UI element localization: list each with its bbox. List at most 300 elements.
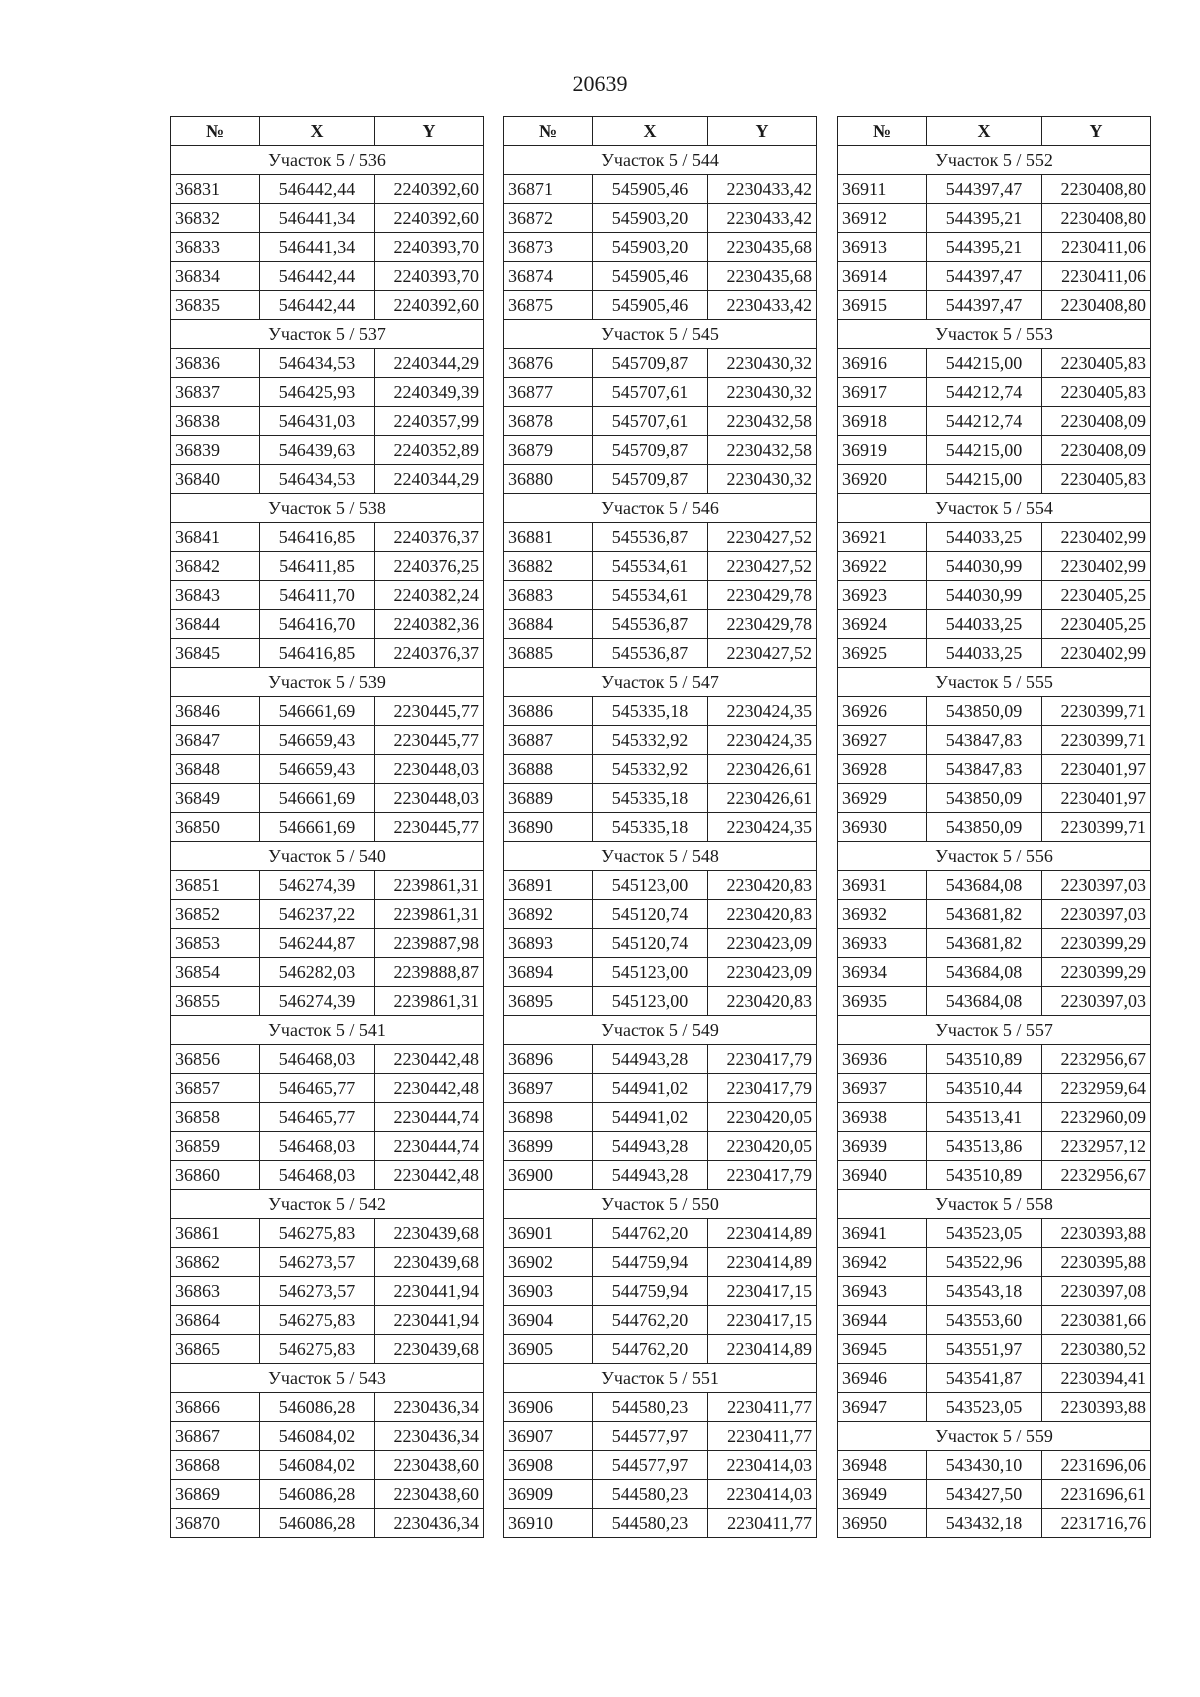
point-number-cell: 36915 [838,291,927,320]
point-number-cell: 36867 [171,1422,260,1451]
point-number-cell: 36851 [171,871,260,900]
table-row [838,987,1151,1016]
point-number-cell: 36845 [171,639,260,668]
coord-y-cell: 2230439,68 [375,1335,484,1364]
coord-y-cell: 2230424,35 [708,697,817,726]
coord-y-cell: 2230417,15 [708,1277,817,1306]
table-row [838,1451,1151,1480]
coord-x-cell: 544033,25 [927,639,1042,668]
table-row [171,523,484,552]
table-row [504,900,817,929]
table-row [504,349,817,378]
coord-y-cell: 2240382,36 [375,610,484,639]
table-row [504,1045,817,1074]
section-title-row [171,668,484,697]
point-number-cell: 36875 [504,291,593,320]
coordinates-table-1 [170,116,484,1538]
table-row [838,1103,1151,1132]
table-row [838,1480,1151,1509]
point-number-cell: 36944 [838,1306,927,1335]
coord-x-cell: 546086,28 [260,1393,375,1422]
section-title: Участок 5 / 552 [838,146,1151,175]
coord-x-cell: 545534,61 [593,581,708,610]
coord-y-cell: 2230436,34 [375,1422,484,1451]
table-row [838,1335,1151,1364]
coord-x-cell: 546468,03 [260,1045,375,1074]
table-row [504,1248,817,1277]
coord-x-cell: 544759,94 [593,1277,708,1306]
table-row [504,1422,817,1451]
coord-y-cell: 2230448,03 [375,784,484,813]
coord-y-cell: 2230408,80 [1042,175,1151,204]
point-number-cell: 36856 [171,1045,260,1074]
table-row [838,900,1151,929]
coord-y-cell: 2230427,52 [708,523,817,552]
coord-x-cell: 546439,63 [260,436,375,465]
table-row [504,1306,817,1335]
point-number-cell: 36870 [171,1509,260,1538]
coord-y-cell: 2240393,70 [375,233,484,262]
point-number-cell: 36850 [171,813,260,842]
table-row [504,871,817,900]
table-row [838,1045,1151,1074]
table-row [171,1393,484,1422]
coord-y-cell: 2230424,35 [708,726,817,755]
coord-y-cell: 2239887,98 [375,929,484,958]
section-title-row [171,494,484,523]
coord-y-cell: 2230417,79 [708,1161,817,1190]
point-number-cell: 36853 [171,929,260,958]
section-title-row [171,842,484,871]
point-number-cell: 36912 [838,204,927,233]
point-number-cell: 36885 [504,639,593,668]
point-number-cell: 36837 [171,378,260,407]
table-row [171,407,484,436]
point-number-cell: 36943 [838,1277,927,1306]
table-row [838,1306,1151,1335]
table-row [171,349,484,378]
section-title: Участок 5 / 541 [171,1016,484,1045]
coord-x-cell: 546425,93 [260,378,375,407]
coord-x-cell: 544580,23 [593,1393,708,1422]
table-row [171,378,484,407]
coord-y-cell: 2230420,83 [708,987,817,1016]
point-number-cell: 36879 [504,436,593,465]
coord-y-cell: 2230408,80 [1042,291,1151,320]
section-title-row [171,320,484,349]
coord-x-cell: 546084,02 [260,1422,375,1451]
coord-x-cell: 543553,60 [927,1306,1042,1335]
coord-x-cell: 545120,74 [593,929,708,958]
coordinates-table-3 [837,116,1151,1538]
point-number-cell: 36864 [171,1306,260,1335]
table-row [504,1335,817,1364]
coord-x-cell: 544580,23 [593,1480,708,1509]
table-row [838,1509,1151,1538]
coord-x-cell: 544759,94 [593,1248,708,1277]
coord-y-cell: 2230435,68 [708,233,817,262]
point-number-cell: 36926 [838,697,927,726]
coord-x-cell: 544941,02 [593,1074,708,1103]
table-row [504,813,817,842]
table-row [838,871,1151,900]
coord-x-cell: 546661,69 [260,813,375,842]
coord-y-cell: 2230402,99 [1042,552,1151,581]
point-number-cell: 36881 [504,523,593,552]
coord-y-cell: 2230401,97 [1042,784,1151,813]
coord-y-cell: 2230417,79 [708,1074,817,1103]
coord-x-cell: 545335,18 [593,697,708,726]
point-number-cell: 36923 [838,581,927,610]
table-row [838,291,1151,320]
coord-x-cell: 543847,83 [927,755,1042,784]
table-row [504,1074,817,1103]
table-row [504,291,817,320]
table-row [504,378,817,407]
point-number-cell: 36880 [504,465,593,494]
coord-x-cell: 545707,61 [593,407,708,436]
coord-y-cell: 2230426,61 [708,784,817,813]
coord-y-cell: 2230432,58 [708,407,817,436]
coord-y-cell: 2230420,83 [708,900,817,929]
table-row [504,262,817,291]
coord-y-cell: 2239861,31 [375,987,484,1016]
table-row [838,697,1151,726]
table-row [171,1074,484,1103]
section-title-row [171,1190,484,1219]
point-number-cell: 36861 [171,1219,260,1248]
section-title-row [838,1016,1151,1045]
table-row [838,262,1151,291]
table-row [171,1045,484,1074]
point-number-cell: 36950 [838,1509,927,1538]
point-number-cell: 36922 [838,552,927,581]
table-row [838,465,1151,494]
coord-x-cell: 543523,05 [927,1393,1042,1422]
coord-y-cell: 2230436,34 [375,1509,484,1538]
section-title: Участок 5 / 538 [171,494,484,523]
coord-y-cell: 2240357,99 [375,407,484,436]
table-row [838,726,1151,755]
point-number-cell: 36890 [504,813,593,842]
coord-x-cell: 546275,83 [260,1219,375,1248]
table-row [838,610,1151,639]
section-title: Участок 5 / 556 [838,842,1151,871]
point-number-cell: 36846 [171,697,260,726]
coord-y-cell: 2240382,24 [375,581,484,610]
coord-y-cell: 2230399,71 [1042,726,1151,755]
coord-x-cell: 546465,77 [260,1103,375,1132]
table-row [838,204,1151,233]
coord-x-cell: 544033,25 [927,610,1042,639]
table-row [838,378,1151,407]
table-row [171,610,484,639]
section-title-row [504,320,817,349]
point-number-cell: 36919 [838,436,927,465]
table-row [171,1161,484,1190]
table-row [504,1451,817,1480]
coord-y-cell: 2230380,52 [1042,1335,1151,1364]
point-number-cell: 36871 [504,175,593,204]
point-number-cell: 36878 [504,407,593,436]
table-row [504,610,817,639]
coord-y-cell: 2232957,12 [1042,1132,1151,1161]
table-row [171,436,484,465]
section-title-row [838,1190,1151,1219]
point-number-cell: 36903 [504,1277,593,1306]
coord-x-cell: 546416,70 [260,610,375,639]
table-row [504,523,817,552]
table-row [504,1132,817,1161]
section-title: Участок 5 / 539 [171,668,484,697]
coord-y-cell: 2230420,05 [708,1103,817,1132]
coord-x-cell: 543847,83 [927,726,1042,755]
coord-y-cell: 2230430,32 [708,378,817,407]
point-number-cell: 36924 [838,610,927,639]
table-row [171,465,484,494]
coord-x-cell: 543681,82 [927,900,1042,929]
coord-y-cell: 2230401,97 [1042,755,1151,784]
coord-x-cell: 545536,87 [593,639,708,668]
point-number-cell: 36872 [504,204,593,233]
coord-x-cell: 546274,39 [260,871,375,900]
coord-x-cell: 546084,02 [260,1451,375,1480]
table-row [171,639,484,668]
point-number-cell: 36934 [838,958,927,987]
table-row [504,407,817,436]
header-number: № [171,117,260,146]
point-number-cell: 36895 [504,987,593,1016]
coord-y-cell: 2240376,37 [375,639,484,668]
coord-y-cell: 2230445,77 [375,697,484,726]
coord-y-cell: 2240376,25 [375,552,484,581]
coord-y-cell: 2230423,09 [708,929,817,958]
point-number-cell: 36913 [838,233,927,262]
header-x: X [927,117,1042,146]
point-number-cell: 36932 [838,900,927,929]
table-row [171,1480,484,1509]
point-number-cell: 36917 [838,378,927,407]
coord-y-cell: 2230408,09 [1042,407,1151,436]
coord-y-cell: 2230411,06 [1042,233,1151,262]
coord-y-cell: 2230426,61 [708,755,817,784]
coord-y-cell: 2230441,94 [375,1277,484,1306]
point-number-cell: 36909 [504,1480,593,1509]
coord-x-cell: 543684,08 [927,987,1042,1016]
table-row [838,233,1151,262]
point-number-cell: 36848 [171,755,260,784]
coord-y-cell: 2230442,48 [375,1045,484,1074]
table-row [838,958,1151,987]
coord-x-cell: 546282,03 [260,958,375,987]
coord-x-cell: 543513,86 [927,1132,1042,1161]
coord-y-cell: 2230397,03 [1042,900,1151,929]
coord-x-cell: 544762,20 [593,1306,708,1335]
coord-x-cell: 543684,08 [927,958,1042,987]
coord-x-cell: 544762,20 [593,1219,708,1248]
coord-y-cell: 2230405,25 [1042,581,1151,610]
coord-x-cell: 546275,83 [260,1335,375,1364]
section-title: Участок 5 / 544 [504,146,817,175]
section-title: Участок 5 / 553 [838,320,1151,349]
table-row [504,987,817,1016]
section-title: Участок 5 / 537 [171,320,484,349]
coord-x-cell: 544212,74 [927,407,1042,436]
point-number-cell: 36876 [504,349,593,378]
coordinates-table-2 [503,116,817,1538]
coord-y-cell: 2232956,67 [1042,1161,1151,1190]
coord-y-cell: 2240393,70 [375,262,484,291]
point-number-cell: 36886 [504,697,593,726]
table-row [171,871,484,900]
coord-x-cell: 545903,20 [593,204,708,233]
point-number-cell: 36920 [838,465,927,494]
table-row [838,1132,1151,1161]
coord-x-cell: 544212,74 [927,378,1042,407]
table-row [171,1103,484,1132]
table-row [838,1248,1151,1277]
point-number-cell: 36947 [838,1393,927,1422]
table-row [838,813,1151,842]
section-title: Участок 5 / 540 [171,842,484,871]
coord-x-cell: 546411,70 [260,581,375,610]
section-title-row [171,1364,484,1393]
page-number: 20639 [572,71,628,96]
point-number-cell: 36849 [171,784,260,813]
table-row [504,697,817,726]
section-title: Участок 5 / 558 [838,1190,1151,1219]
coord-y-cell: 2230411,77 [708,1422,817,1451]
table-row [838,1074,1151,1103]
point-number-cell: 36907 [504,1422,593,1451]
point-number-cell: 36925 [838,639,927,668]
header-x: X [260,117,375,146]
coord-x-cell: 546465,77 [260,1074,375,1103]
coord-x-cell: 543427,50 [927,1480,1042,1509]
coord-y-cell: 2230420,05 [708,1132,817,1161]
coord-y-cell: 2230433,42 [708,291,817,320]
point-number-cell: 36852 [171,900,260,929]
table-row [171,262,484,291]
coord-x-cell: 543684,08 [927,871,1042,900]
point-number-cell: 36855 [171,987,260,1016]
point-number-cell: 36908 [504,1451,593,1480]
coord-y-cell: 2240352,89 [375,436,484,465]
header-y: Y [375,117,484,146]
section-title-row [504,146,817,175]
coord-x-cell: 546661,69 [260,784,375,813]
section-title: Участок 5 / 550 [504,1190,817,1219]
coord-y-cell: 2230439,68 [375,1248,484,1277]
table-row [838,1219,1151,1248]
table-row [171,291,484,320]
table-row [504,1480,817,1509]
point-number-cell: 36862 [171,1248,260,1277]
coord-x-cell: 543681,82 [927,929,1042,958]
point-number-cell: 36887 [504,726,593,755]
point-number-cell: 36949 [838,1480,927,1509]
table-header-row [504,117,817,146]
coord-y-cell: 2230435,68 [708,262,817,291]
coord-x-cell: 544033,25 [927,523,1042,552]
coord-y-cell: 2230395,88 [1042,1248,1151,1277]
table-row [838,1277,1151,1306]
coord-x-cell: 544943,28 [593,1161,708,1190]
coord-x-cell: 544215,00 [927,349,1042,378]
point-number-cell: 36839 [171,436,260,465]
coord-y-cell: 2239888,87 [375,958,484,987]
table-row [504,1509,817,1538]
header-y: Y [1042,117,1151,146]
coord-y-cell: 2230414,03 [708,1451,817,1480]
coord-y-cell: 2230405,83 [1042,378,1151,407]
coord-x-cell: 544030,99 [927,552,1042,581]
header-number: № [504,117,593,146]
point-number-cell: 36835 [171,291,260,320]
table-row [504,1393,817,1422]
table-row [838,552,1151,581]
coord-x-cell: 546442,44 [260,291,375,320]
point-number-cell: 36834 [171,262,260,291]
coord-x-cell: 545332,92 [593,755,708,784]
section-title: Участок 5 / 543 [171,1364,484,1393]
coord-y-cell: 2230420,83 [708,871,817,900]
coord-x-cell: 545335,18 [593,784,708,813]
coord-x-cell: 546434,53 [260,349,375,378]
table-row [171,987,484,1016]
table-row [838,581,1151,610]
coord-x-cell: 546275,83 [260,1306,375,1335]
point-number-cell: 36930 [838,813,927,842]
point-number-cell: 36914 [838,262,927,291]
coord-x-cell: 546237,22 [260,900,375,929]
coord-y-cell: 2230445,77 [375,726,484,755]
point-number-cell: 36892 [504,900,593,929]
coord-y-cell: 2230408,80 [1042,204,1151,233]
coord-x-cell: 545709,87 [593,465,708,494]
section-title: Участок 5 / 549 [504,1016,817,1045]
section-title-row [504,494,817,523]
coord-y-cell: 2230432,58 [708,436,817,465]
point-number-cell: 36894 [504,958,593,987]
section-title: Участок 5 / 555 [838,668,1151,697]
coord-y-cell: 2230436,34 [375,1393,484,1422]
point-number-cell: 36904 [504,1306,593,1335]
coord-x-cell: 546468,03 [260,1132,375,1161]
coord-x-cell: 544941,02 [593,1103,708,1132]
coord-y-cell: 2230448,03 [375,755,484,784]
point-number-cell: 36897 [504,1074,593,1103]
point-number-cell: 36832 [171,204,260,233]
point-number-cell: 36939 [838,1132,927,1161]
section-title: Участок 5 / 546 [504,494,817,523]
section-title-row [504,1016,817,1045]
coord-x-cell: 544395,21 [927,233,1042,262]
coord-x-cell: 545709,87 [593,349,708,378]
coord-x-cell: 546274,39 [260,987,375,1016]
point-number-cell: 36868 [171,1451,260,1480]
coord-x-cell: 544030,99 [927,581,1042,610]
header-number: № [838,117,927,146]
table-row [838,755,1151,784]
section-title-row [504,842,817,871]
point-number-cell: 36873 [504,233,593,262]
table-row [838,436,1151,465]
point-number-cell: 36854 [171,958,260,987]
table-row [504,1161,817,1190]
coord-x-cell: 545905,46 [593,262,708,291]
table-row [171,784,484,813]
